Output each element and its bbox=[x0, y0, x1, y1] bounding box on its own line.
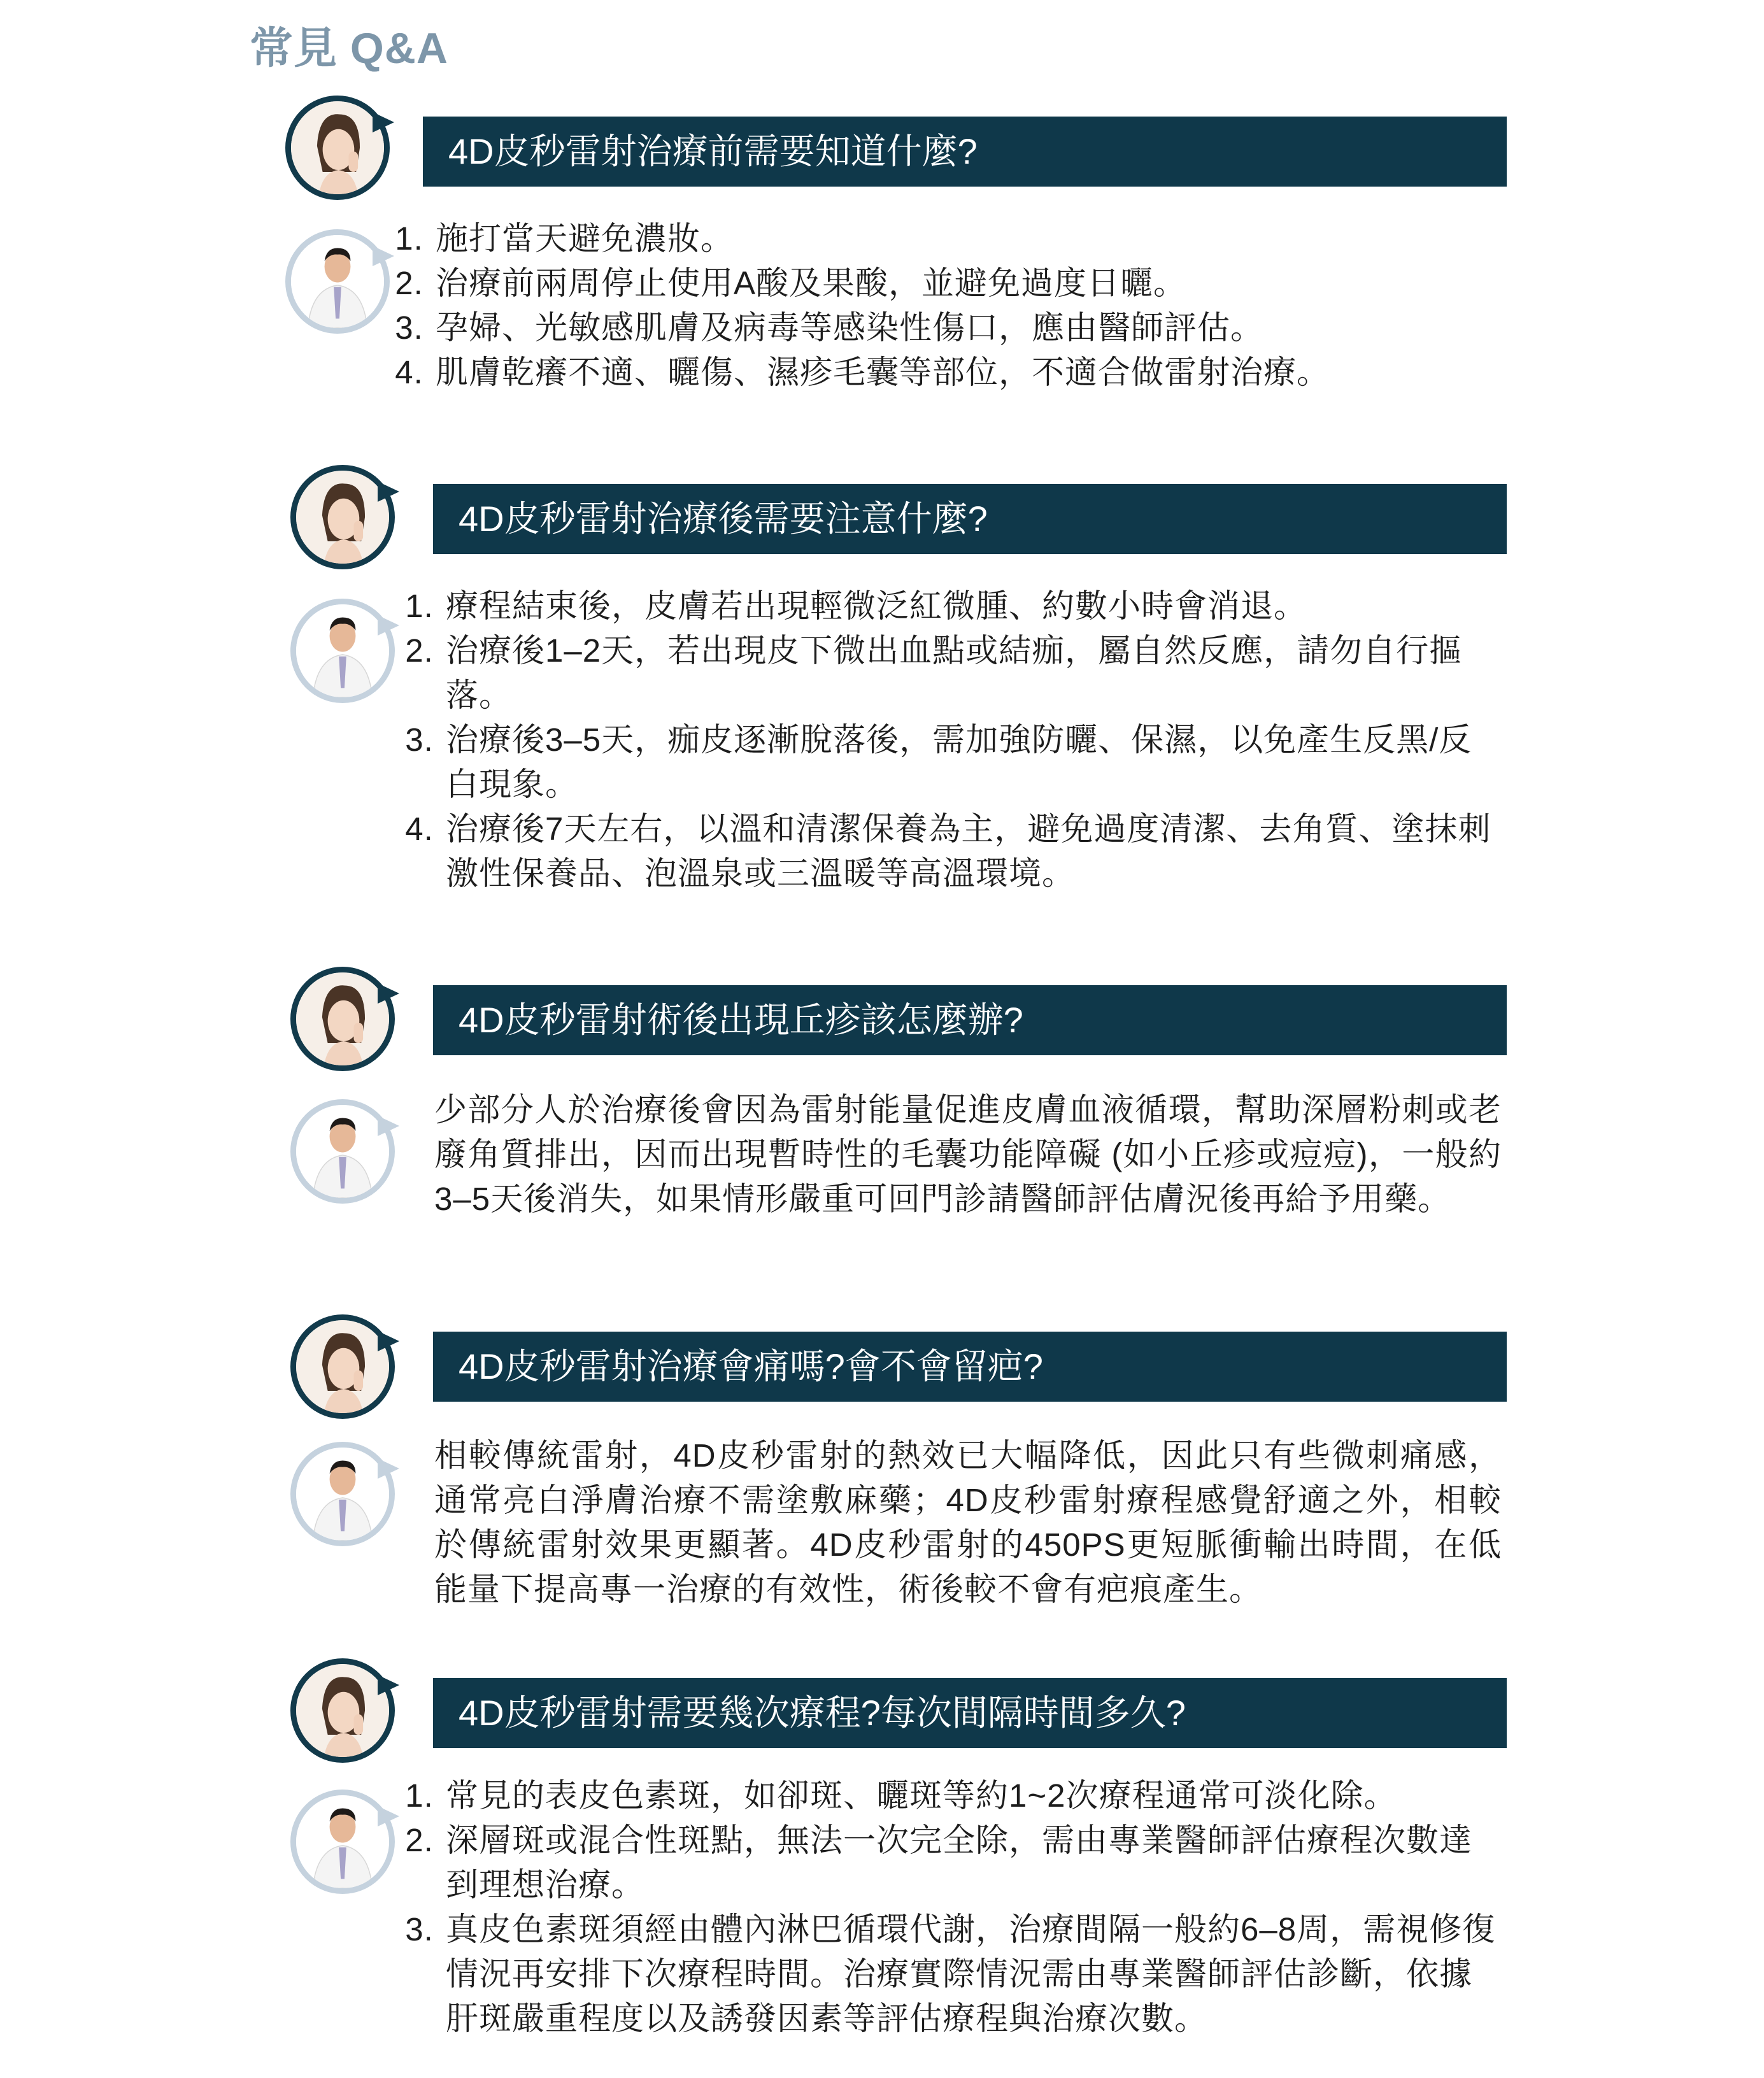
woman-avatar-icon bbox=[290, 1658, 395, 1763]
doctor-avatar-icon bbox=[290, 1442, 395, 1546]
answer-list bbox=[394, 584, 1502, 896]
list-item: 1. 療程結束後，皮膚若出現輕微泛紅微腫、約數小時會消退。 bbox=[443, 584, 1502, 629]
list-item: 3. 真皮色素斑須經由體內淋巴循環代謝，治療間隔一般約6–8周，需視修復情況再安排下次療程時間。治療實際情況需由專業醫師評估診斷，依據肝斑嚴重程度以及誘發因素等評估療程與治療次數。 bbox=[443, 1907, 1502, 2041]
answer-list bbox=[383, 217, 1491, 395]
answer-text: 相較傳統雷射，4D皮秒雷射的熱效已大幅降低，因此只有些微刺痛感，通常亮白淨膚治療不需塗敷麻藥；4D皮秒雷射療程感覺舒適之外，相較於傳統雷射效果更顯著。4D皮秒雷射的450PS更短脈衝輸出時間，在低能量下提高專一治療的有效性，術後較不會有疤痕產生。 bbox=[434, 1437, 1502, 1607]
speech-tail bbox=[378, 481, 399, 502]
page-title: 常見 Q&A bbox=[250, 24, 449, 73]
answer-text: 少部分人於治療後會因為雷射能量促進皮膚血液循環，幫助深層粉刺或老廢角質排出，因而出現暫時性的毛囊功能障礙 (如小丘疹或痘痘)，一般約3–5天後消失，如果情形嚴重可回門診請醫師評估膚況後再給予用藥。 bbox=[434, 1092, 1502, 1217]
list-item: 4. 治療後7天左右，以溫和清潔保養為主，避免過度清潔、去角質、塗抹刺激性保養品、泡溫泉或三溫暖等高溫環境。 bbox=[443, 807, 1502, 896]
woman-avatar-icon bbox=[290, 967, 395, 1071]
speech-tail bbox=[378, 1116, 399, 1136]
doctor-avatar-icon bbox=[285, 229, 390, 334]
question-bar: 4D皮秒雷射治療會痛嗎?會不會留疤? bbox=[433, 1332, 1507, 1402]
speech-tail bbox=[378, 1458, 399, 1479]
doctor-avatar-icon bbox=[290, 1099, 395, 1204]
woman-avatar-icon bbox=[285, 96, 390, 200]
question-bar: 4D皮秒雷射術後出現丘疹該怎麼辦? bbox=[433, 985, 1507, 1055]
speech-tail bbox=[378, 1675, 399, 1695]
doctor-avatar-icon bbox=[290, 599, 395, 703]
list-item: 2. 治療前兩周停止使用A酸及果酸，並避免過度日曬。 bbox=[433, 261, 1491, 306]
list-item: 1. 常見的表皮色素斑，如卻斑、曬斑等約1~2次療程通常可淡化除。 bbox=[443, 1774, 1502, 1818]
list-item: 1. 施打當天避免濃妝。 bbox=[433, 217, 1491, 261]
question-bar: 4D皮秒雷射需要幾次療程?每次間隔時間多久? bbox=[433, 1678, 1507, 1748]
speech-tail bbox=[378, 983, 399, 1004]
answer-paragraph bbox=[434, 1434, 1502, 1612]
list-item: 4. 肌膚乾癢不適、曬傷、濕疹毛囊等部位，不適合做雷射治療。 bbox=[433, 350, 1491, 395]
woman-avatar-icon bbox=[290, 1314, 395, 1419]
woman-avatar-icon bbox=[290, 465, 395, 569]
list-item: 3. 孕婦、光敏感肌膚及病毒等感染性傷口，應由醫師評估。 bbox=[433, 306, 1491, 350]
answer-paragraph bbox=[434, 1088, 1502, 1221]
question-bar: 4D皮秒雷射治療後需要注意什麼? bbox=[433, 484, 1507, 554]
list-item: 2. 深層斑或混合性斑點，無法一次完全除，需由專業醫師評估療程次數達到理想治療。 bbox=[443, 1818, 1502, 1907]
doctor-avatar-icon bbox=[290, 1790, 395, 1894]
question-bar: 4D皮秒雷射治療前需要知道什麼? bbox=[423, 117, 1507, 187]
speech-tail bbox=[373, 112, 394, 132]
answer-list bbox=[394, 1774, 1502, 2041]
list-item: 3. 治療後3–5天，痂皮逐漸脫落後，需加強防曬、保濕，以免產生反黑/反白現象。 bbox=[443, 718, 1502, 807]
list-item: 2. 治療後1–2天，若出現皮下微出血點或結痂，屬自然反應，請勿自行摳落。 bbox=[443, 629, 1502, 718]
speech-tail bbox=[378, 1331, 399, 1351]
